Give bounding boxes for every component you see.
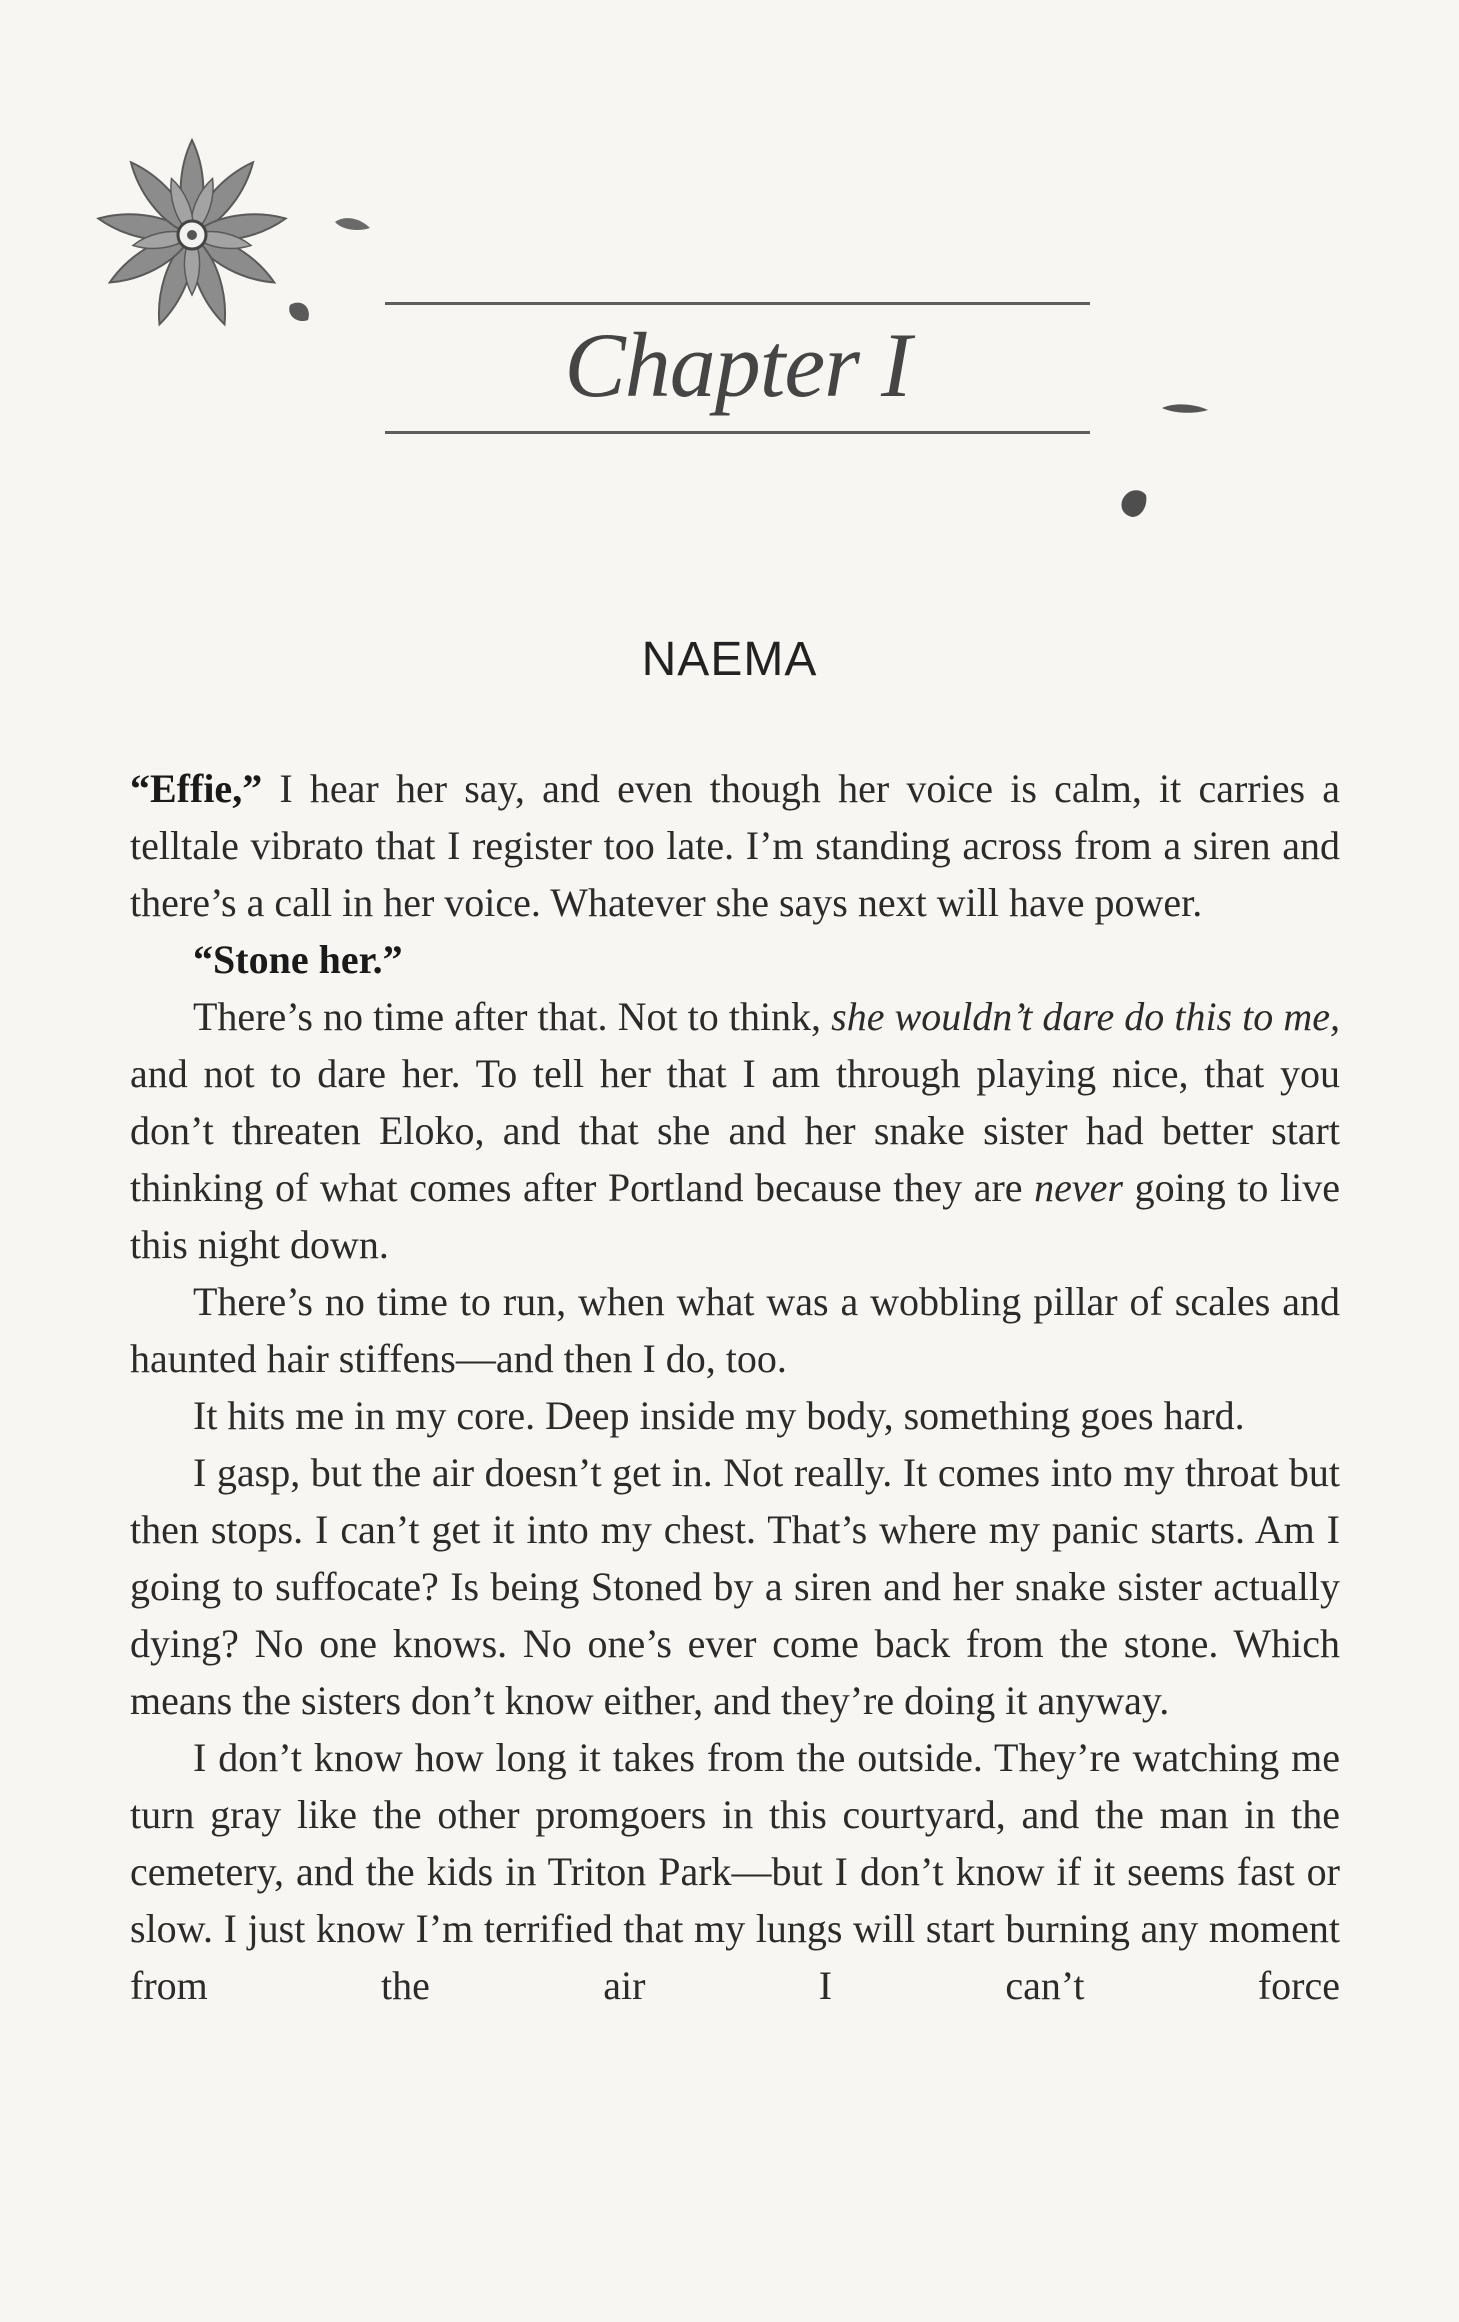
paragraph: It hits me in my core. Deep inside my body, something goes hard. <box>193 1393 1245 1438</box>
paragraph: There’s no time to run, when what was a wobbling pillar of scales and haunted hair stiffens—and then I do, too. <box>130 1279 1340 1381</box>
paragraph: I gasp, but the air doesn’t get in. Not really. It comes into my throat but then stops. I can’t get it into my chest. That’s where my panic starts. Am I going to suffocate? Is being Stoned by a siren and her snake sister actually dying? No one knows. No one’s ever come back from the stone. Which means the sisters don’t know either, and they’re doing it anyway. <box>130 1450 1340 1723</box>
petal-fleck-icon <box>1160 400 1210 420</box>
paragraph: I don’t know how long it takes from the outside. They’re watching me turn gray like the other promgoers in this courtyard, and the man in the cemetery, and the kids in Triton Park—but I don’t know if it seems fast or slow. I just know I’m terrified that my lungs will start burning any moment from the air I can’t force <box>130 1735 1340 2008</box>
dialogue-bold: “Stone her.” <box>193 937 403 982</box>
paragraph: There’s no time after that. Not to think, she wouldn’t dare do this to me, and not to dare her. To tell her that I am through playing nice, that you don’t threaten Eloko, and that she and her snake sister had better start thinking of what comes after Portland because they are never going to live this night down. <box>130 994 1340 1267</box>
italic-text: she wouldn’t dare do this to me, <box>831 994 1340 1039</box>
paragraph: “Effie,” I hear her say, and even though her voice is calm, it carries a telltale vibrato that I register too late. I’m standing across from a siren and there’s a call in her voice. Whatever she says next will have power. <box>130 766 1340 925</box>
paragraph <box>130 931 1340 988</box>
flower-ornament-icon <box>80 120 380 360</box>
chapter-heading: Chapter I <box>564 314 911 416</box>
section-title: NAEMA <box>641 633 818 686</box>
chapter-rule-bottom <box>385 431 1090 434</box>
petal-fleck-icon <box>1118 485 1150 521</box>
dialogue-bold: “Effie,” <box>130 766 263 811</box>
chapter-body <box>130 760 1340 2014</box>
italic-text: never <box>1034 1165 1123 1210</box>
